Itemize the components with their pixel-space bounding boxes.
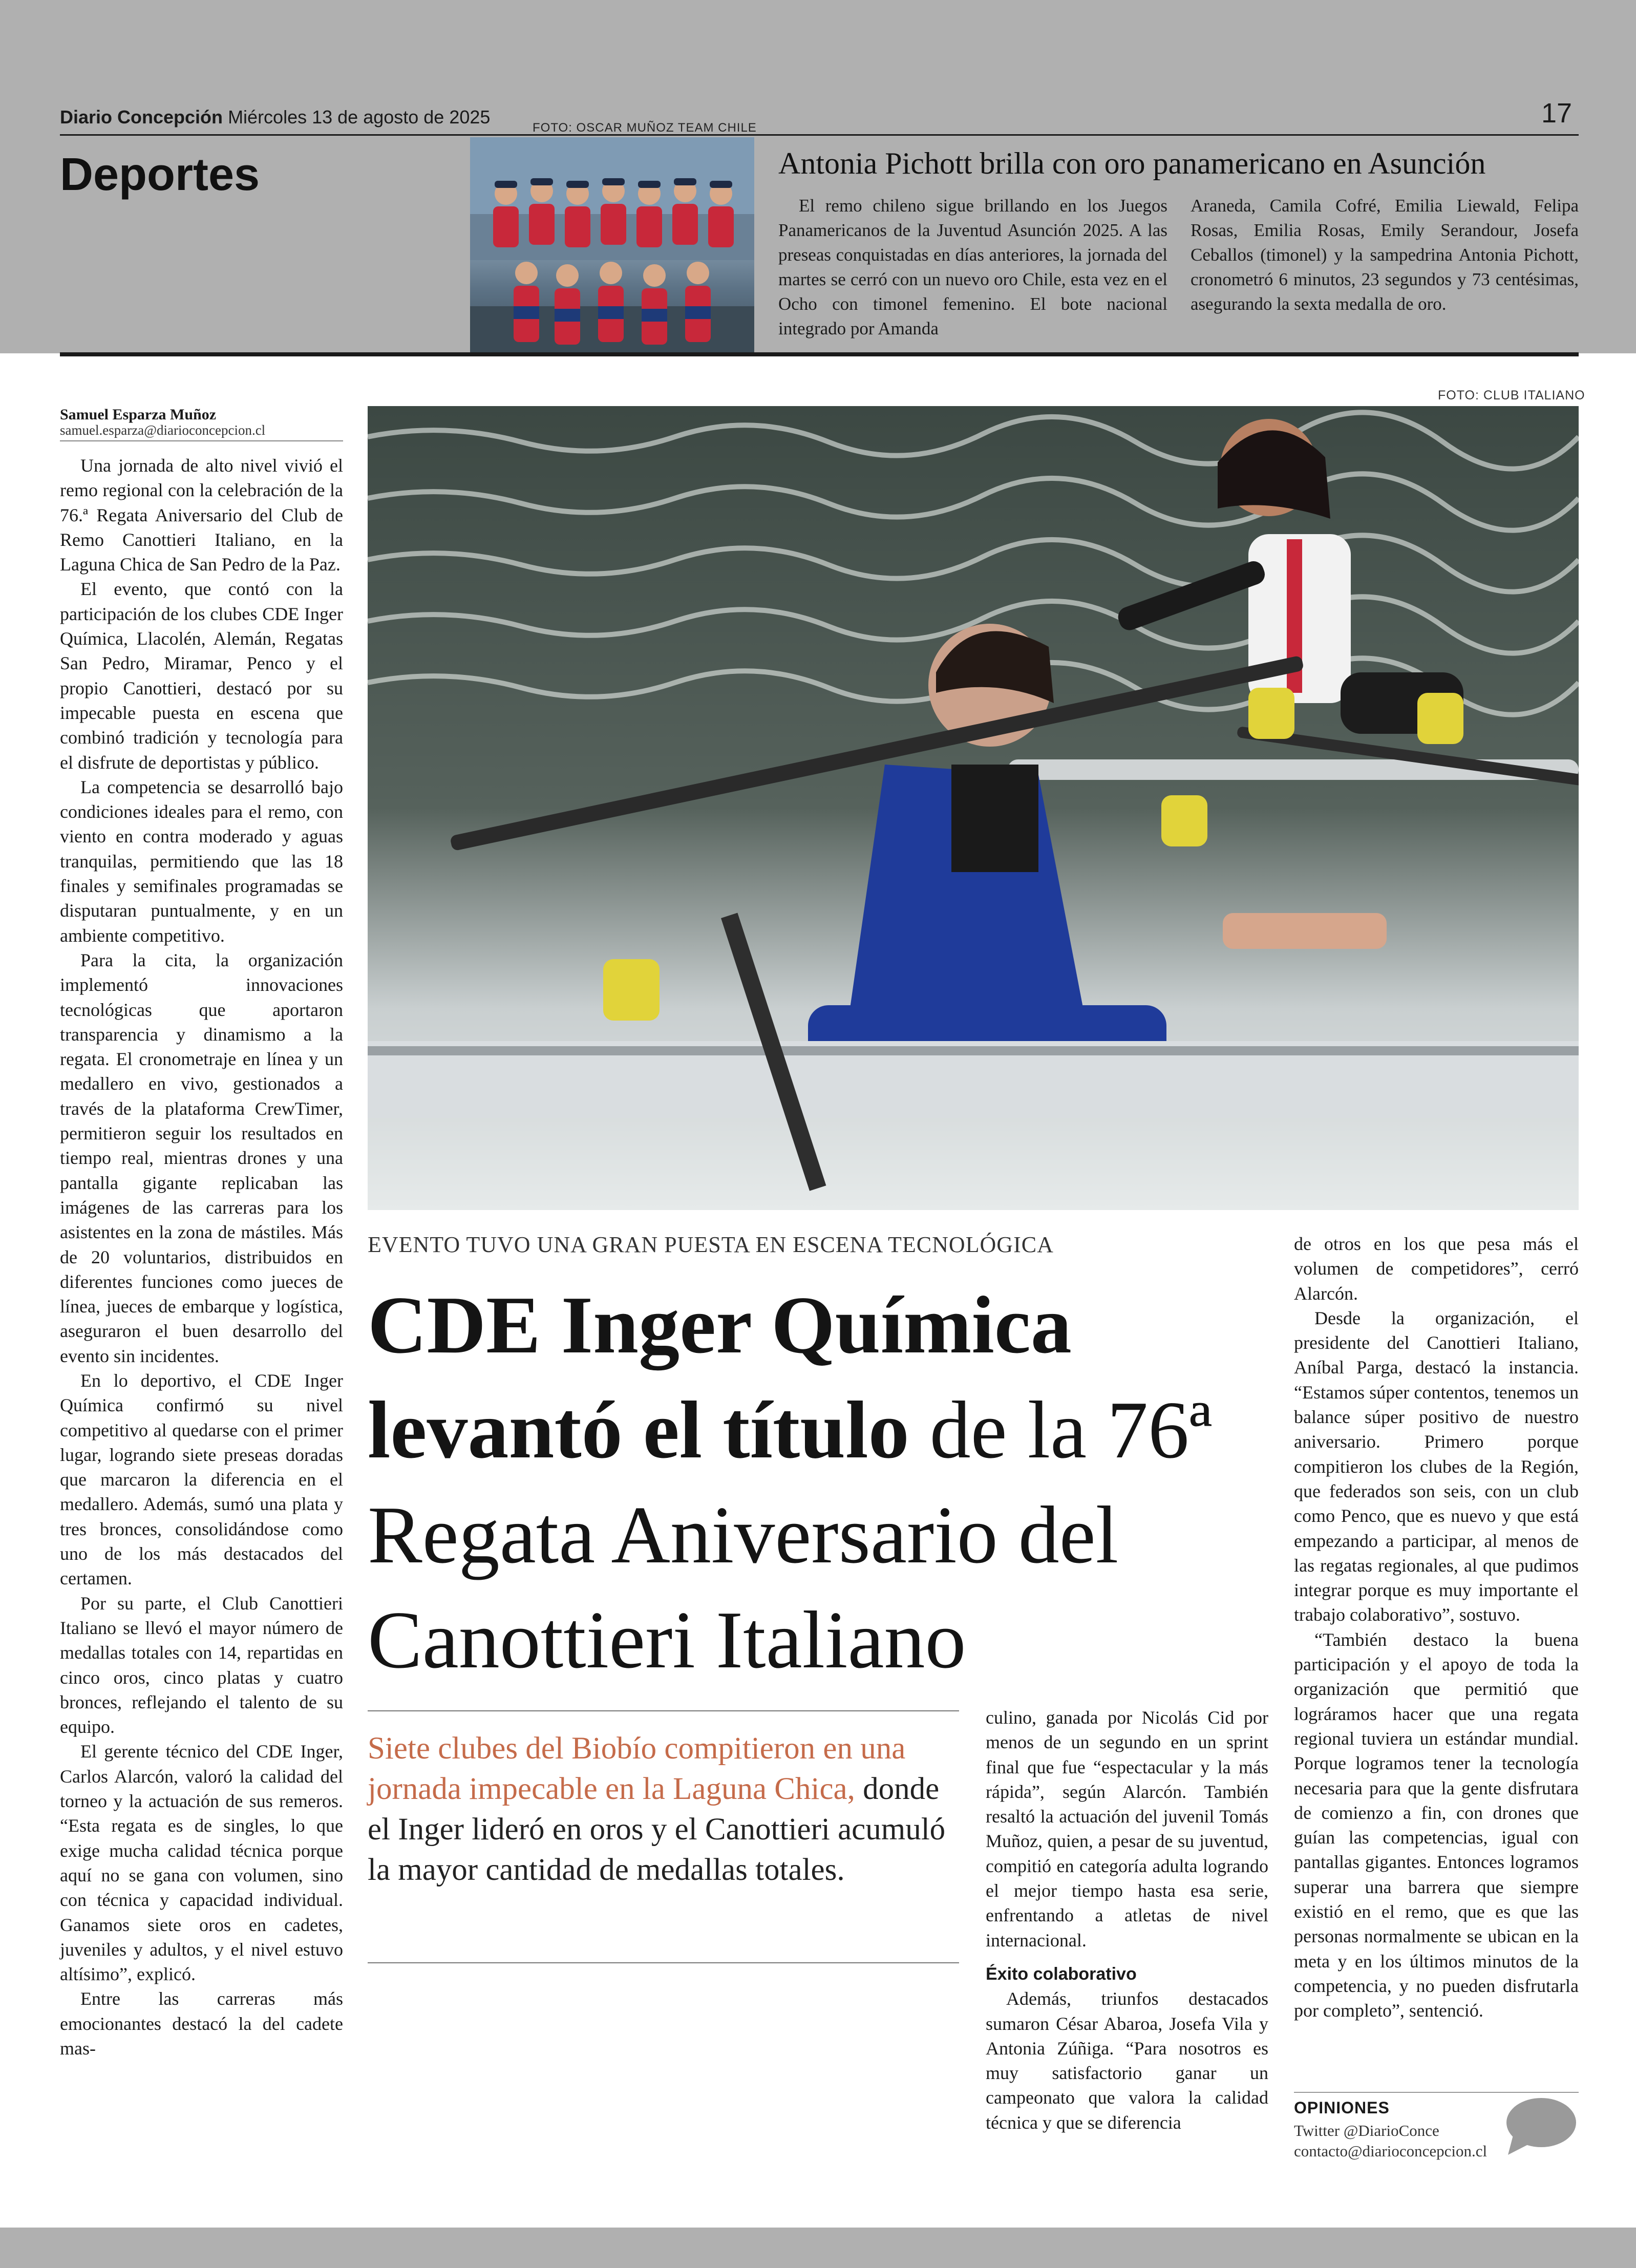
paragraph: La competencia se desarrolló bajo condiciones ideales para el remo, con viento en contra moderado y aguas tranquilas, permitiendo que las 18 finales y semifinales programadas se disputaran puntualmente, y en un ambiente competitivo. bbox=[60, 776, 343, 946]
article-column-2 bbox=[986, 1705, 1268, 2135]
team-photo-illustration bbox=[470, 137, 754, 352]
masthead bbox=[60, 107, 490, 128]
top-story-column-1: El remo chileno sigue brillando en los Juegos Panamericanos de la Juventud Asunción 2025. A las preseas conquistadas en días anteriores, la jornada del martes se cerró con un nuevo oro Chile, esta vez en el Ocho con timonel femenino. El bote nacional integrado por Amanda bbox=[778, 196, 1167, 338]
paragraph: Para la cita, la organización implementó innovaciones tecnológicas que aportaron transparencia y dinamismo a la regata. El cronometraje en línea y un medallero en vivo, gestionados a través de la plataforma CrewTimer, permitieron seguir los resultados en tiempo real, mientras drones y una pantalla gigante replicaban las imágenes de las carreras para los asistentes en la zona de mástiles. Más de 20 voluntarios, distribuidos en diferentes funciones como jueces de línea, jueces de embarque y logística, aseguraron el buen desarrollo del evento sin incidentes. bbox=[60, 949, 343, 1366]
deck-accent: Siete clubes del Biobío compitieron en una jornada impecable en la Laguna Chica, bbox=[368, 1731, 906, 1806]
headline-bold: CDE Inger Química levantó el título bbox=[368, 1279, 1072, 1475]
headline-regular: de la 76ª Regata Aniversario del Canottieri Italiano bbox=[368, 1384, 1212, 1685]
main-photo-credit: FOTO: CLUB ITALIANO bbox=[1438, 388, 1585, 402]
paragraph: culino, ganada por Nicolás Cid por menos de un segundo en un sprint final que fue “espectacular y la más rápida”, según Alarcón. También resaltó la actuación del juvenil Tomás Muñoz, quien, a pesar de su juventud, compitió en categoría adulta logrando el mejor tiempo hasta esa serie, enfrentando a atletas de nivel internacional. bbox=[986, 1707, 1268, 1951]
paragraph: El gerente técnico del CDE Inger, Carlos Alarcón, valoró la calidad del torneo y la actuación de sus remeros. “Esta regata es de singles, lo que exige mucha calidad técnica porque aquí no se gana con volumen, sino con técnica y capacidad individual. Ganamos siete oros en cadetes, juveniles y adultos, y el nivel estuvo altísimo”, explicó. bbox=[60, 1741, 343, 1985]
paragraph: En lo deportivo, el CDE Inger Química confirmó su nivel competitivo al quedarse con el primer lugar, logrando siete preseas doradas que marcaron la diferencia en el medallero. Además, sumó una plata y tres bronces, consolidándose como uno de los más destacados del certamen. bbox=[60, 1370, 343, 1589]
opinions-twitter[interactable]: Twitter @DiarioConce bbox=[1294, 2122, 1439, 2139]
deck-rest: donde el Inger lideró en oros y el Canottieri acumuló la mayor cantidad de medallas totales. bbox=[368, 1772, 946, 1887]
header-rule bbox=[60, 134, 1579, 136]
paragraph: Desde la organización, el presidente del Canottieri Italiano, Aníbal Parga, destacó la instancia. “Estamos súper contentos, tenemos un balance súper positivo de nuestro aniversario. Primero porque compitieron los clubes de la Región, que federados son seis, con un club como Penco, que es nuevo y que está empezando a participar, al menos de las regatas regionales, al que pudimos integrar porque es muy importante el trabajo colaborativo”, sostuvo. bbox=[1294, 1307, 1579, 1625]
rowing-photo bbox=[368, 406, 1579, 1210]
brand-name: Diario Concepción bbox=[60, 107, 223, 128]
article-column-3 bbox=[1294, 1232, 1579, 2023]
top-story-headline: Antonia Pichott brilla con oro panamericano en Asunción bbox=[778, 146, 1486, 180]
section-title: Deportes bbox=[60, 149, 260, 200]
article-kicker: EVENTO TUVO UNA GRAN PUESTA EN ESCENA TECNOLÓGICA bbox=[368, 1232, 1054, 1257]
byline-author: Samuel Esparza Muñoz bbox=[60, 406, 217, 423]
bottom-band bbox=[0, 2228, 1636, 2268]
paragraph: Por su parte, el Club Canottieri Italiano se llevó el mayor número de medallas totales con 14, repartidas en cinco oros, cinco platas y cuatro bronces, reflejando el talento de su equipo. bbox=[60, 1593, 343, 1737]
paragraph: El evento, que contó con la participación de los clubes CDE Inger Química, Llacolén, Alemán, Regatas San Pedro, Miramar, Penco y el propio Canottieri, destacó por su impecable puesta en escena que combinó tradición y tecnología para el disfrute de deportistas y público. bbox=[60, 579, 343, 773]
band-rule bbox=[60, 352, 1579, 356]
top-photo-credit: FOTO: OSCAR MUÑOZ TEAM CHILE bbox=[533, 121, 757, 135]
byline-email: samuel.esparza@diarioconcepcion.cl bbox=[60, 422, 266, 438]
paragraph: Entre las carreras más emocionantes destacó la del cadete mas- bbox=[60, 1988, 343, 2059]
paragraph: de otros en los que pesa más el volumen de competidores”, cerró Alarcón. bbox=[1294, 1234, 1579, 1304]
article-column-1 bbox=[60, 453, 343, 2061]
paragraph: “También destaco la buena participación y el apoyo de toda la organización que permitió que lográramos hacer que una regata regional tuviera un estándar mundial. Porque logramos tener la tecnología necesaria para que la gente disfrutara de comienzo a fin, con drones que guían las competencias, igual con pantallas gigantes. Entonces logramos superar una barrera que siempre existió en el remo, que es que las personas normalmente se ubican en la meta y en los últimos minutos de la competencia, y no pueden disfrutarla por completo”, sentenció. bbox=[1294, 1629, 1579, 2021]
opinions-rule bbox=[1294, 2092, 1579, 2093]
article-headline bbox=[368, 1273, 1279, 1692]
paragraph: Además, triunfos destacados sumaron César Abaroa, Josefa Vila y Antonia Zúñiga. “Para nosotros es muy satisfactorio ganar un campeonato que valora la calidad técnica y que se diferencia bbox=[986, 1988, 1268, 2133]
top-story-column-2: Araneda, Camila Cofré, Emilia Liewald, Felipa Rosas, Emilia Rosas, Emily Serandour, Josefa Ceballos (timonel) y la sampedrina Antonia Pichott, cronometró 6 minutos, 23 segundos y 73 centésimas, asegurando la sexta medalla de oro. bbox=[1191, 196, 1579, 314]
subhead: Éxito colaborativo bbox=[986, 1964, 1137, 1984]
team-photo bbox=[470, 137, 754, 352]
opinions-email[interactable]: contacto@diarioconcepcion.cl bbox=[1294, 2142, 1488, 2160]
article-deck bbox=[368, 1728, 959, 1890]
opinions-title: OPINIONES bbox=[1294, 2099, 1390, 2117]
byline-rule bbox=[60, 440, 343, 441]
deck-rule-top bbox=[368, 1710, 959, 1711]
issue-date: Miércoles 13 de agosto de 2025 bbox=[228, 107, 491, 128]
rowing-photo-illustration bbox=[368, 406, 1579, 1210]
page-number: 17 bbox=[1541, 98, 1573, 129]
speech-bubble-icon bbox=[1503, 2094, 1577, 2158]
deck-rule-bottom bbox=[368, 1962, 959, 1963]
paragraph: Una jornada de alto nivel vivió el remo regional con la celebración de la 76.ª Regata Aniversario del Club de Remo Canottieri Italiano, en la Laguna Chica de San Pedro de la Paz. bbox=[60, 455, 343, 575]
